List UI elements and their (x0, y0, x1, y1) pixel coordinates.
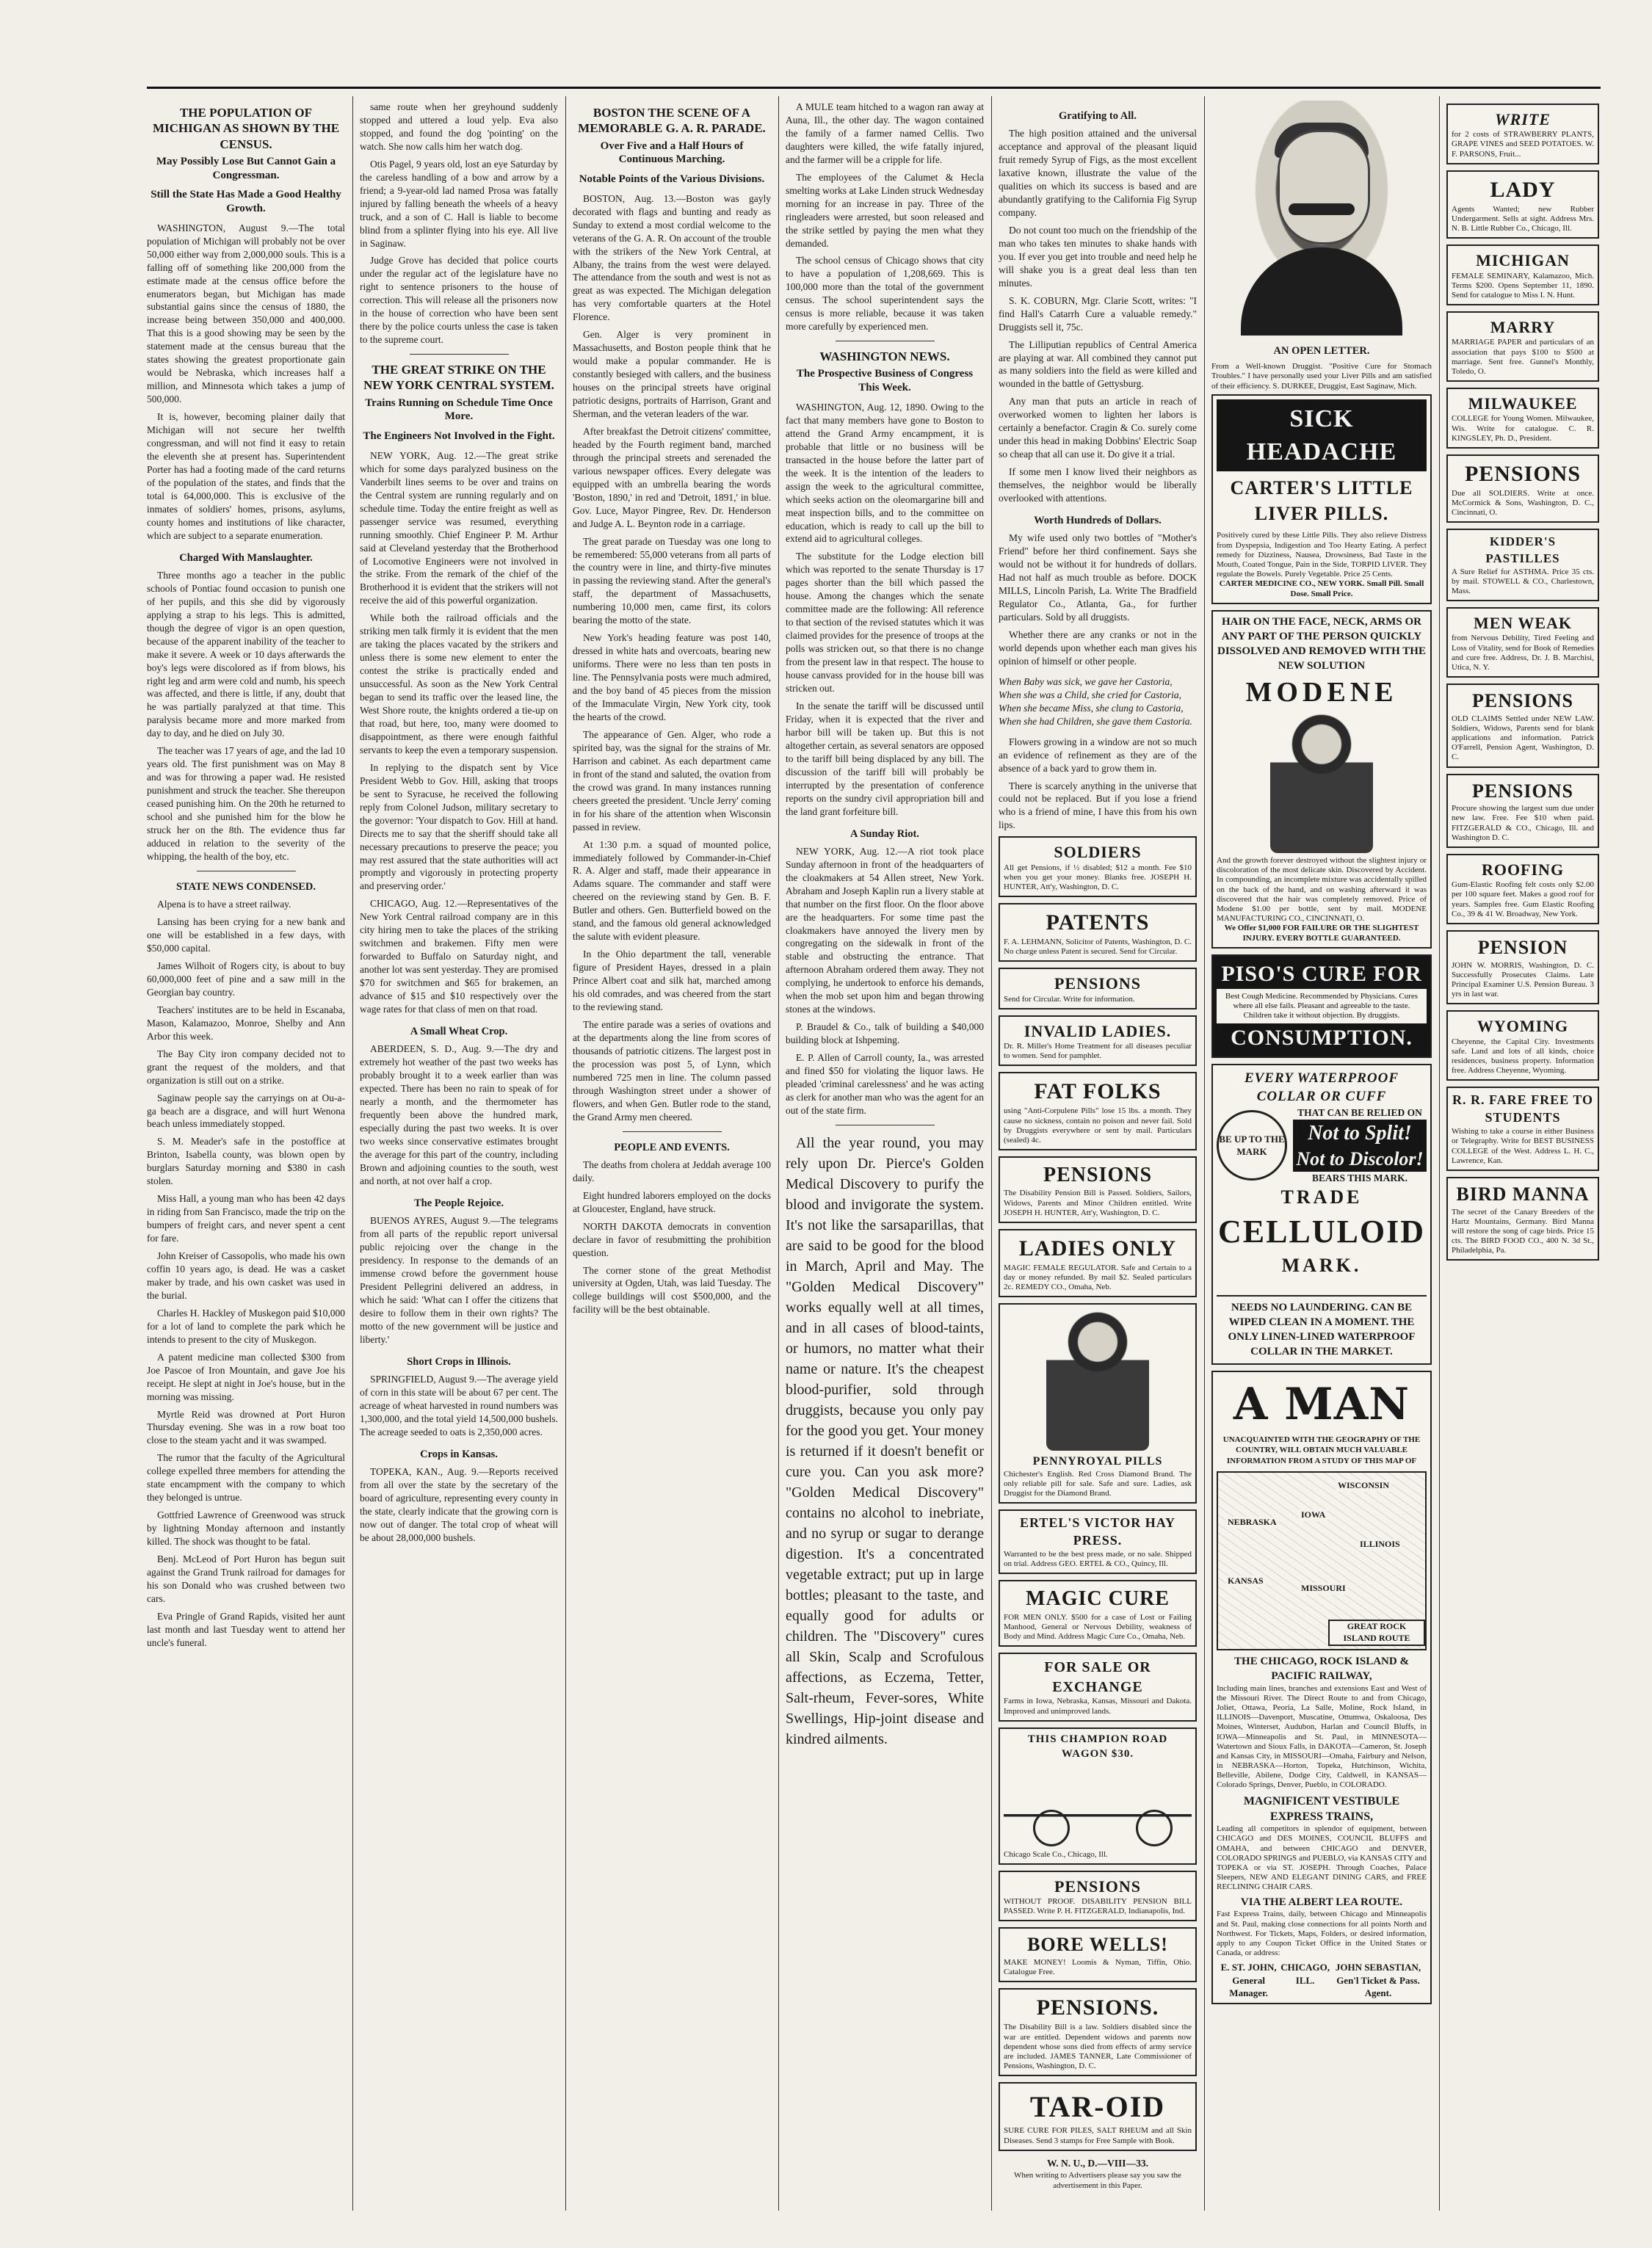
section-heading: Worth Hundreds of Dollars. (1034, 515, 1162, 527)
golden-medical-discovery-ad: All the year round, you may rely upon Dr. Pierce's Golden Medical Discovery to purify the blood and invigorate the system. It's not like the sarsaparillas, that are said to be good for the blood in March, April and May. The "Golden Medical Discovery" works equally well at all times, and in all cases of blood-taints, or humors, no matter what their name or nature. It's the cheapest blood-purifier, sold through druggists, because you only pay for the good you get. Your money is returned if it doesn't benefit or cure you. Can you ask more? "Golden Medical Discovery" contains no alcohol to inebriate, and no syrup or sugar to derange digestion. It's a concentrated vegetable extract; put up in large bottles; pleasant to the taste, and equally good for adults or children. The "Discovery" cures all Skin, Scalp and Scrofulous affections, as Eczema, Tetter, Salt-rheum, Fever-sores, White Swellings, Hip-joint disease and kindred ailments. (786, 1134, 984, 1747)
ad-tar-oid: TAR-OID SURE CURE FOR PILES, SALT RHEUM and all Skin Diseases. Send 3 stamps for Free Sample with Book. (999, 2082, 1197, 2151)
article-paragraph: In the senate the tariff will be discussed until Friday, when it is expected that the river and harbor bill will be taken up. But this is not altogether certain, as several senators are opposed to the tariff bill being displaced by any bill. The discussion of the tariff bill will probably be interrupted by the presentation of conference reports on the sundry civil appropriation bill and the land grant forfeiture bill. (786, 700, 984, 817)
news-item: Charles H. Hackley of Muskegon paid $10,000 for a lot of land to complete the park which he intends to present to the city of Muskegon. (147, 1307, 345, 1345)
ad-celluloid: EVERY WATERPROOF COLLAR OR CUFF BE UP TO THE MARK THAT CAN BE RELIED ON Not to Split! Not to Discolor! BEARS THIS MARK. TRADE CELLULOID MARK. NEEDS NO LAUNDERING. CAN BE WIPED CLEAN IN A MOMENT. THE ONLY LINEN-LINED WATERPROOF COLLAR IN THE MARKET. (1211, 1064, 1432, 1365)
map-label: WISCONSIN (1336, 1480, 1391, 1492)
newspaper-page (147, 87, 1601, 2218)
column-rule (1204, 96, 1205, 2211)
lady-engraving (1270, 714, 1373, 853)
article-paragraph: Three months ago a teacher in the public schools of Pontiac found occasion to punish one of her pupils, and this she did by vigorously applying a strap to his legs. This is admitted, though the degree of vigor is an open question, because of the apparent inability of the teacher to make it severe. A week or 10 days afterwards the boy's legs were discolored as if from blows, his right leg and arm were cold and numb, his speech was affected, and there is little, if any, doubt that he was partially paralyzed at that time. This paralysis became more and more marked from day to day, and he died on July 30. (147, 569, 345, 739)
lady-engraving (1046, 1311, 1149, 1451)
column-7 (1446, 101, 1599, 2215)
article-paragraph: The appearance of Gen. Alger, who rode a spirited bay, was the signal for the strains of Mr. Harrison and cabinet. As each department came in front of the stand and saluted, the ovation from the crowd was grand. In many instances running cheers greeted the president. 'Uncle Jerry' coming in for his share of the attention when Wisconsin passed in review. (573, 728, 771, 833)
ad-road-wagon: THIS CHAMPION ROAD WAGON $30. Chicago Scale Co., Chicago, Ill. (999, 1727, 1197, 1865)
article-paragraph: Any man that puts an article in reach of overworked women to lighten her labors is certainly a benefactor. Cragin & Co. surely come under this head in making Dobbins' Electric Soap so cheap that all can use it. Do give it a trial. (999, 396, 1197, 460)
section-heading: STATE NEWS CONDENSED. (175, 880, 316, 893)
article-paragraph: Flowers growing in a window are not so much an evidence of refinement as they are of the absence of a back yard to grow them in. (999, 736, 1197, 774)
column-3 (573, 101, 771, 2215)
ad-carters-pills: SICK HEADACHE CARTER'S LITTLE LIVER PILLS. Positively cured by these Little Pills. They also relieve Distress from Dyspepsia, Indigestion and Too Hearty Eating. A perfect remedy for Dizziness, Nausea, Drowsiness, Bad Taste in the Mouth, Coated Tongue, Pain in the Side, TORPID LIVER. They regulate the Bowels. Purely Vegetable. Price 25 Cents. CARTER MEDICINE CO., NEW YORK. Small Pill. Small Dose. Small Price. (1211, 394, 1432, 604)
ad-pensions-tanner: PENSIONS. The Disability Bill is a law. Soldiers disabled since the war are entitled. Dependent widows and parents now dependent whose sons died from effects of army service are included. JAMES TANNER, Late Commissioner of Pensions, Washington, D. C. (999, 1988, 1197, 2076)
article-paragraph: The employees of the Calumet & Hecla smelting works at Lake Linden struck Wednesday morning for an increase in pay. Three of the ringleaders were arrested, but soon released and the strike settled by paying the men what they demanded. (786, 171, 984, 249)
deck: Over Five and a Half Hours of Continuous Marching. (600, 139, 744, 166)
article-paragraph: The teacher was 17 years of age, and the lad 10 years old. The first punishment was on May 8 and was for throwing a paper wad. He resisted punishment and struck the teacher. She thereupon ceased punishing him. On the 20th he returned to school and she punished him for the blow he struck her on the 8th. The evidence thus far adduced in relation to the severity of the whipping, the health of the boy, etc. (147, 745, 345, 862)
ad-bird-manna: BIRD MANNA The secret of the Canary Breeders of the Hartz Mountains, Germany. Bird Manna will restore the song of cage birds. Price 15 cts. The BIRD FOOD CO., 400 N. 3d St., Philadelphia, Pa. (1446, 1177, 1599, 1261)
article-paragraph: In the Ohio department the tall, venerable figure of President Hayes, dressed in a plain Prince Albert coat and silk hat, marched among his old comrades, and was cheered from the start to the reviewing stand. (573, 949, 771, 1012)
article-paragraph: In replying to the dispatch sent by Vice President Webb to Gov. Hill, asking that troops be sent to Syracuse, he received the following reply from Colonel Judson, military secretary to the governor: 'Your dispatch to Gov. Hill at hand. Directs me to say that the sheriff should take all necessary precautions to preserve the peace; you may rest assured that the state authorities will act promptly and vigorously in protecting property and preserving order.' (360, 761, 558, 892)
map-label: IOWA (1299, 1509, 1327, 1521)
news-item: John Kreiser of Cassopolis, who made his own coffin 10 years ago, is dead. He was a casket maker by trade, and his own casket was used in the burial. (147, 1250, 345, 1301)
verse-line: When Baby was sick, we gave her Castoria, (999, 675, 1173, 687)
deck: The Engineers Not Involved in the Fight. (363, 430, 555, 443)
ad-milwaukee-college: MILWAUKEE COLLEGE for Young Women. Milwaukee, Wis. Write for catalogue. C. R. KINGSLEY, Ph. D., President. (1446, 388, 1599, 449)
article-paragraph: The deaths from cholera at Jeddah average 100 daily. (573, 1159, 771, 1183)
column-rule (1439, 96, 1440, 2211)
news-item: Alpena is to have a street railway. (157, 899, 291, 910)
ad-bore-wells: BORE WELLS! MAKE MONEY! Loomis & Nyman, Tiffin, Ohio. Catalogue Free. (999, 1927, 1197, 1982)
column-rule (991, 96, 992, 2211)
ad-roofing: ROOFING Gum-Elastic Roofing felt costs only $2.00 per 100 square feet. Makes a good roof for years. Samples free. Gum Elastic Roofing Co., 39 & 41 W. Broadway, New York. (1446, 854, 1599, 924)
section-heading: Gratifying to All. (1059, 110, 1137, 122)
news-item: A patent medicine man collected $300 from Joe Pascoe of Iron Mountain, and gave Joe his receipt. He slept at night in Joe's house, but in the morning was missing. (147, 1351, 345, 1402)
article-paragraph: CHICAGO, Aug. 12.—Representatives of the New York Central railroad company are in this city hiring men to take the places of the striking switchmen and brakemen. Fifty men were forwarded to Buffalo on Saturday night, and another lot was sent yesterday. They are promised $70 for switchmen and $65 for brakemen, an advance of $15 and $10 respectively over the wage rates for that class of men on that road. (360, 898, 558, 1015)
article-paragraph: same route when her greyhound suddenly stopped and uttered a loud yelp. Eva also stopped, and found the dog 'pointing' on the watch. She now calls him her watch dog. (360, 101, 558, 152)
map-label: NEBRASKA (1225, 1517, 1279, 1529)
headline-boston-parade: BOSTON THE SCENE OF A MEMORABLE G. A. R. PARADE. (578, 106, 766, 136)
wagon-engraving (1004, 1766, 1192, 1846)
news-item: Benj. McLeod of Port Huron has begun suit against the Grand Trunk railroad for damages for his son Donald who was crushed between two cars. (147, 1553, 345, 1604)
ad-rr-fare: R. R. FARE FREE TO STUDENTS Wishing to take a course in either Business or Telegraphy. Write for BEST BUSINESS COLLEGE of the West. Address L. H. C., Lawrence, Kan. (1446, 1087, 1599, 1171)
article-paragraph: If some men I know lived their neighbors as themselves, the neighbor would be liberally overlooked with attentions. (999, 466, 1197, 504)
ad-marry: MARRY MARRIAGE PAPER and particulars of an association that pays $100 to $500 at marriage. Sent free. Gunnel's Monthly, Toledo, O. (1446, 311, 1599, 382)
map-label: ILLINOIS (1358, 1539, 1402, 1551)
ad-lady-agents: LADY Agents Wanted; new Rubber Undergarment. Sells at sight. Address Mrs. N. B. Little Rubber Co., Chicago, Ill. (1446, 170, 1599, 239)
section-heading: The People Rejoice. (413, 1197, 504, 1209)
verse-line: When she became Miss, she clung to Castoria, (999, 702, 1184, 714)
celluloid-trademark: TRADE CELLULOID MARK. (1217, 1185, 1427, 1297)
ad-pisos-cure: PISO'S CURE FOR Best Cough Medicine. Recommended by Physicians. Cures where all else fails. Pleasant and agreeable to the taste. Children take it without objection. By druggists. CONSUMPTION. (1211, 954, 1432, 1058)
ad-ertel-hay-press: ERTEL'S VICTOR HAY PRESS. Warranted to be the best press made, or no sale. Shipped on trial. Address GEO. ERTEL & CO., Quincy, Ill. (999, 1509, 1197, 1574)
ad-invalid-ladies: INVALID LADIES. Dr. R. Miller's Home Treatment for all diseases peculiar to women. Send for pamphlet. (999, 1015, 1197, 1067)
deck: The Prospective Business of Congress This Week. (796, 368, 974, 394)
headline-michigan-census: THE POPULATION OF MICHIGAN AS SHOWN BY THE CENSUS. (152, 106, 340, 151)
ad-modene: HAIR ON THE FACE, NECK, ARMS OR ANY PART OF THE PERSON QUICKLY DISSOLVED AND REMOVED WITH THE NEW SOLUTION MODENE And the growth forever destroyed without the slightest injury or discoloration of the most delicate skin. Discovered by Accident. In compounding, an incomplete mixture was accidentally spilled on the back of the hand, and on washing afterward it was discovered that the hair was completely removed. Price of Modene $1.00 per bottle, sent by mail. MODENE MANUFACTURING CO., CINCINNATI, O. We Offer $1,000 FOR FAILURE OR THE SLIGHTEST INJURY. EVERY BOTTLE GUARANTEED. (1211, 610, 1432, 949)
article-paragraph: The great parade on Tuesday was one long to be remembered: 55,000 veterans from all parts of the country were in line, and thirty-five minutes in passing the reviewing stand. After the general's staff, the department of Massachusetts, numbering 10,000 men, came first, its colors bearing the motto of the state. (573, 535, 771, 626)
verse-line: When she had Children, she gave them Castoria. (999, 715, 1192, 727)
section-heading: A Sunday Riot. (850, 827, 919, 840)
ad-fat-folks: FAT FOLKS using "Anti-Corpulene Pills" lose 15 lbs. a month. They cause no sickness, contain no poison and never fail. Sold by Druggists everywhere or sent by mail. Particulars (sealed) 4c. (999, 1072, 1197, 1150)
article-paragraph: Eight hundred laborers employed on the docks at Gloucester, England, have struck. (573, 1189, 771, 1214)
map-label: GREAT ROCK ISLAND ROUTE (1328, 1620, 1425, 1646)
article-paragraph: There is scarcely anything in the universe that could not be replaced. But if you lose a friend who is a friend of mine, I have this from his own lips. (999, 780, 1197, 831)
news-item: Lansing has been crying for a new bank and one will be established in a few days, with $50,000 capital. (147, 916, 345, 954)
ad-soldiers: SOLDIERS All get Pensions, if ½ disabled; $12 a month. Fee $10 when you get your money. Blanks free. JOSEPH H. HUNTER, Att'y, Washington, D. C. (999, 836, 1197, 897)
news-item: Gottfried Lawrence of Greenwood was struck by lightning Monday afternoon and instantly killed. The shock was thought to be fatal. (147, 1509, 345, 1548)
column-6 (1211, 101, 1432, 2215)
article-paragraph: TOPEKA, KAN., Aug. 9.—Reports received from all over the state by the secretary of the board of agriculture, representing every county in the state, clearly indicate that the growing corn is now out of danger. The total crop of wheat will be about 28,000,000 bushels. (360, 1465, 558, 1543)
article-paragraph: After breakfast the Detroit citizens' committee, headed by the Fourth regiment band, marched through the principal streets and serenaded the various newspaper offices. Every delegate was equipped with an umbrella bearing the words 'Boston, 1890,' in red and 'Detroit, 1891,' in blue. Gov. Luce, Mayor Pingree, Rev. Dr. Henderson and Judge A. L. Beynton rode in a carriage. (573, 425, 771, 529)
portrait-caption: AN OPEN LETTER. (1273, 345, 1370, 357)
column-1 (147, 101, 345, 2215)
article-paragraph: NORTH DAKOTA democrats in convention declare in favor of resubmitting the prohibition question. (573, 1220, 771, 1258)
divider (410, 354, 509, 355)
news-item: Eva Pringle of Grand Rapids, visited her aunt last month and last Tuesday went to attend her uncle's funeral. (147, 1610, 345, 1648)
article-paragraph: E. P. Allen of Carroll county, Ia., was arrested and fined $50 for violating the liquor laws. He pleaded 'criminal carelessness' and he was acting as clerk for another man who was the agent for an out of the state firm. (786, 1052, 984, 1116)
article-paragraph: BUENOS AYRES, August 9.—The telegrams from all parts of the republic report universal public rejoicing over the change in the presidency. In response to the demands of an immense crowd before the government house President Pellegrini delivered an address, in which he said: 'What can I offer the citizens that desire to follow them in their own rights? The motto of the new government will be justice and liberty.' (360, 1214, 558, 1345)
map-label: KANSAS (1225, 1576, 1266, 1587)
article-paragraph: While both the railroad officials and the striking men talk firmly it is evident that the men are taking the places vacated by the strikers and unless there is some new element to enter the contest the strike is practically ended and unsuccessful. As soon as the New York Central began to send its traffic over the leased line, the West Shore route, the knights ordered a tie-up on that road, but here, too, many were doomed to disappointment, as there were enough faithful servants to keep the even a temporary suspension. (360, 612, 558, 755)
deck: Notable Points of the Various Divisions. (579, 173, 765, 185)
article-paragraph: The school census of Chicago shows that city to have a population of 1,208,669. This is 100,000 more than the total of the government census. The school superintendent says the census is more reliable, because it was taken more carefully by experienced men. (786, 255, 984, 333)
column-5 (999, 101, 1197, 2215)
article-paragraph: S. K. COBURN, Mgr. Clarie Scott, writes: "I find Hall's Catarrh Cure a valuable remedy." Druggists sell it, 75c. (999, 294, 1197, 333)
deck: Trains Running on Schedule Time Once More. (365, 396, 553, 423)
article-paragraph: Judge Grove has decided that police courts under the regular act of the legislature have no right to sentence prisoners to the house of correction. This will release all the prisoners now in the house of correction who have been sent there by the police courts unless the case is taken to the supreme court. (360, 255, 558, 346)
ad-pensions-soldiers: PENSIONS Due all SOLDIERS. Write at once. McCormick & Sons, Washington, D. C., Cincinnati, O. (1446, 454, 1599, 523)
article-paragraph: At 1:30 p.m. a squad of mounted police, immediately followed by Commander-in-Chief R. A. Alger and staff, made their appearance in Adams square. The commander and staff were cheered on the reviewing stand by Gen. B. F. Butler and others. Gen. Butterfield bowed on the stand, and the famous old general acknowledged the salute with evident pleasure. (573, 838, 771, 943)
article-paragraph: My wife used only two bottles of "Mother's Friend" before her third confinement. Says she would not be without it for hundreds of dollars. Had not half as much trouble as before. DOCK MILLS, Lincoln Parish, La. Write The Bradfield Regulator Co., Atlanta, Ga., for further particulars. Sold by all druggists. (999, 532, 1197, 623)
article-paragraph: SPRINGFIELD, August 9.—The average yield of corn in this state will be about 67 per cent. The acreage of wheat harvested in round numbers was 1,300,000, and the total yield 14,500,000 bushels. The acreage seeded to oats is 2,350,000 acres. (360, 1373, 558, 1437)
ad-wyoming: WYOMING Cheyenne, the Capital City. Investments safe. Land and lots of all kinds, choice residences, business property. Information free. Address Cheyenne, Wyoming. (1446, 1010, 1599, 1081)
article-paragraph: The entire parade was a series of ovations and at the departments along the line from scores of thousands of patriotic citizens. The largest post in the procession was post 5, of Lynn, which numbered 725 men in line. The column passed through Washington street under a shower of flowers, and when Gen. Butler rode to the stand, the Grand Army men cheered. (573, 1018, 771, 1123)
article-paragraph: New York's heading feature was post 140, dressed in white hats and overcoats, bearing new uniforms. There were no less than ten posts in line. The Pennsylvania posts were much admired, and the boy band of 45 pieces from the mission of the Immaculate Virgin, New York city, took the hearts of the crowd. (573, 632, 771, 722)
ad-pennyroyal-pills: PENNYROYAL PILLS Chichester's English. Red Cross Diamond Brand. The only reliable pill for sale. Safe and sure. Ladies, ask Druggist for the Diamond Brand. (999, 1303, 1197, 1504)
column-2 (360, 101, 558, 2215)
paper-footer: W. N. U., D.—VIII—33. (1047, 2157, 1148, 2169)
article-paragraph: Whether there are any cranks or not in the world depends upon whether each man gives his opinion of himself or other people. (999, 628, 1197, 667)
railway-map (1217, 1471, 1427, 1650)
section-heading: A Small Wheat Crop. (410, 1025, 508, 1037)
article-paragraph: Do not count too much on the friendship of the man who takes ten minutes to shake hands with you. If ever you get into trouble and need help he will shake you is a great deal less than ten minutes. (999, 224, 1197, 289)
portrait-text: From a Well-known Druggist. "Positive Cure for Stomach Troubles." I have personally used your Liver Pills and am satisfied of their efficiency. S. DURKEE, Druggist, East Saginaw, Mich. (1211, 362, 1432, 391)
news-item: The Bay City iron company decided not to grant the request of the molders, and that organization is still out on a strike. (147, 1048, 345, 1086)
article-paragraph: The high position attained and the universal acceptance and approval of the pleasant liquid fruit remedy Syrup of Figs, as the most excellent laxative known, illustrate the value of the qualities on which its success is based and are abundantly gratifying to the California Fig Syrup company. (999, 128, 1197, 218)
ad-ladies-only: LADIES ONLY MAGIC FEMALE REGULATOR. Safe and Certain to a day or money refunded. By mail $2. Sealed particulars 2c. REMEDY CO., Omaha, Neb. (999, 1229, 1197, 1297)
deck: May Possibly Lose But Cannot Gain a Congressman. (156, 155, 336, 181)
article-paragraph: WASHINGTON, August 9.—The total population of Michigan will probably not be over 50,000 either way from 2,000,000 souls. This is a falling off of something like 200,000 from the estimate made at the census office before the enumerators began, but Michigan has made substantial gains since the census of 1880, the increase being between 350,000 and 400,000. That this is a good showing may be seen by the statement made at the census bureau that the states showing the greatest proportionate gain would be Nebraska, which increases half a million, and Minnesota which takes a jump of 500,000. (147, 222, 345, 405)
article-paragraph: P. Braudel & Co., talk of building a $40,000 building block at Ishpeming. (786, 1021, 984, 1046)
verse-line: When she was a Child, she cried for Castoria, (999, 689, 1181, 700)
section-heading: Crops in Kansas. (420, 1448, 498, 1460)
up-to-the-mark-badge: BE UP TO THE MARK (1217, 1110, 1287, 1181)
news-item: James Wilhoit of Rogers city, is about to buy 60,000,000 feet of pine and a saw mill in the Georgian bay country. (147, 960, 345, 998)
ad-pensions: PENSIONS Send for Circular. Write for information. (999, 968, 1197, 1009)
headline-washington-news: WASHINGTON NEWS. (819, 349, 950, 364)
ad-patents: PATENTS F. A. LEHMANN, Solicitor of Patents, Washington, D. C. No charge unless Patent is secured. Send for Circular. (999, 903, 1197, 962)
paper-footer-note: When writing to Advertisers please say you saw the advertisement in this Paper. (1014, 2170, 1181, 2191)
news-item: The rumor that the faculty of the Agricultural college expelled three members for attending the state encampment with the company to which they belonged is untrue. (147, 1452, 345, 1504)
article-paragraph: NEW YORK, Aug. 12.—A riot took place Sunday afternoon in front of the headquarters of the cloakmakers at 54 Allen street, New York. Abraham and Joseph Kaplin run a livery stable at that number on the first floor. On the floor above are the headquarters. For some time past the cloakmakers have annoyed the livery men by congregating on the sidewalk in front of the stable and obstructing the entrance. That afternoon Abraham ordered them away. They not complying, he undertook to enforce his demands, when the mob set upon him and began throwing stones at the windows. (786, 845, 984, 1015)
news-item: Saginaw people say the carryings on at Ou-a-ga beach are a disgrace, and will hurt Wenona beach unless immediately stopped. (147, 1092, 345, 1130)
ad-men-weak: MEN WEAK from Nervous Debility, Tired Feeling and Loss of Vitality, send for Book of Remedies and cure free. Address, Dr. J. B. Marchisi, Utica, N. Y. (1446, 607, 1599, 678)
section-heading: Charged With Manslaughter. (179, 551, 313, 564)
column-4 (786, 101, 984, 2215)
ad-for-sale: FOR SALE OR EXCHANGE Farms in Iowa, Nebraska, Kansas, Missouri and Dakota. Improved and unimproved lands. (999, 1653, 1197, 1722)
divider (623, 1131, 722, 1132)
news-item: Miss Hall, a young man who has been 42 days in riding from San Francisco, made the trip on the bumpers of freight cars, and never spent a cent for fare. (147, 1193, 345, 1244)
ad-pensions-without-proof: PENSIONS WITHOUT PROOF. DISABILITY PENSION BILL PASSED. Write P. H. FITZGERALD, Indianapolis, Ind. (999, 1871, 1197, 1922)
ad-pensions-old-claims: PENSIONS OLD CLAIMS Settled under NEW LAW. Soldiers, Widows, Parents send for blank applications and information. Patrick O'Farrell, Pension Agent, Washington, D. C. (1446, 684, 1599, 768)
news-item: S. M. Meader's safe in the postoffice at Brinton, Isabella county, was blown open by burglars Saturday morning and $380 in cash stolen. (147, 1136, 345, 1187)
news-item: Teachers' institutes are to be held in Escanaba, Mason, Kalamazoo, Monroe, Shelby and Ann Arbor this week. (147, 1004, 345, 1042)
ad-kidders-pastilles: KIDDER'S PASTILLES A Sure Relief for ASTHMA. Price 35 cts. by mail. STOWELL & CO., Charlestown, Mass. (1446, 529, 1599, 601)
castoria-verse (999, 675, 1197, 728)
article-paragraph: NEW YORK, Aug. 12.—The great strike which for some days paralyzed business on the Vanderbilt lines seems to be over and trains on the Central system are running regularly and on schedule time. Today the entire freight as well as passenger service was resumed, everything running smoothly. Chief Engineer P. M. Arthur said at Cleveland yesterday that the Brotherhood of Locomotive Engineers were not involved in the strike. From the remark of the chief of the Brotherhood it is evident that the strikers will not receive the aid of this powerful organization. (360, 449, 558, 606)
article-paragraph: It is, however, becoming plainer daily that Michigan will not secure her twelfth congressman, and will not find it easy to retain the eleventh she at present has. Superintendent Porter has had a footing made of the card returns of the population of the states, and finds that the total is 64,000,000. This is exclusive of the inmates of soldiers' homes, prisons, asylums, county homes and institutions of like character, which are subject to a separate enumeration. (147, 411, 345, 541)
deck: Still the State Has Made a Good Healthy Growth. (151, 189, 341, 214)
article-paragraph: Otis Pagel, 9 years old, lost an eye Saturday by the careless handling of a bow and arrow by a friend; a 9-year-old lad named Prosa was fatally injured by falling beneath the wheels of a heavy truck, and a son of C. Hall is liable to become blind from a splinter flying into his eye. All live in Saginaw. (360, 158, 558, 249)
ad-write: WRITE for 2 costs of STRAWBERRY PLANTS, GRAPE VINES and SEED POTATOES. W. F. PARSONS, Fruit... (1446, 104, 1599, 164)
article-paragraph: Gen. Alger is very prominent in Massachusetts, and Boston people think that he would make a popular commander. He is constantly besieged with callers, and the business houses on the principal streets have original patriotic designs, portraits of Harrison, Grant and Sherman, and the veteran leaders of the war. (573, 329, 771, 419)
ad-michigan-seminary: MICHIGAN FEMALE SEMINARY, Kalamazoo, Mich. Terms $200. Opens September 11, 1890. Send for catalogue to Miss I. N. Hunt. (1446, 244, 1599, 305)
article-paragraph: The substitute for the Lodge election bill which was reported to the senate Thursday is 17 pages shorter than the bill which passed the house. Among the changes which the senate committee made are the following: All reference to that section of the revised statutes which it was claimed provides for the presence of troops at the polls was stricken out, so that there is no change from the present law in that respect. The house to house canvass provided for in the house bill was stricken out. (786, 551, 984, 694)
article-paragraph: The Lilliputian republics of Central America are playing at war. All combined they cannot put as many soldiers into the field as were killed and wounded in the battle of Gettysburg. (999, 338, 1197, 390)
article-paragraph: A MULE team hitched to a wagon ran away at Auna, Ill., the other day. The wagon contained the family of a farmer named Cellis. Two daughters were killed, the wife fatally injured, and the farmer will be a cripple for life. (786, 101, 984, 165)
section-heading: PEOPLE AND EVENTS. (614, 1141, 730, 1153)
ad-magic-cure: MAGIC CURE FOR MEN ONLY. $500 for a case of Lost or Failing Manhood, General or Nervous Debility, weakness of Body and Mind. Address Magic Cure Co., Omaha, Neb. (999, 1580, 1197, 1647)
ad-pensions-bill: PENSIONS The Disability Pension Bill is Passed. Soldiers, Sailors, Widows, Parents and Minor Children entitled. Write JOSEPH H. HUNTER, Att'y, Washington, D. C. (999, 1156, 1197, 1223)
article-paragraph: The corner stone of the great Methodist university at Ogden, Utah, was laid Tuesday. The college buildings will cost $500,000, and the facility will be the best obtainable. (573, 1264, 771, 1316)
ad-rock-island: A MAN UNACQUAINTED WITH THE GEOGRAPHY OF THE COUNTRY, WILL OBTAIN MUCH VALUABLE INFORMATION FROM A STUDY OF THIS MAP OF WISCONSIN NEBRASKA IOWA ILLINOIS KANSAS MISSOURI GREAT ROCK ISLAND ROUTE THE CHICAGO, ROCK ISLAND & PACIFIC RAILWAY, Including main lines, branches and extensions East and West of the Missouri River. The Direct Route to and from Chicago, Joliet, Ottawa, Peoria, La Salle, Moline, Rock Island, in ILLINOIS—Davenport, Muscatine, Ottumwa, Oskaloosa, Des Moines, Winterset, Audubon, Harlan and Council Bluffs, in IOWA—Minneapolis and St. Paul, in MINNESOTA—Watertown and Sioux Falls, in DAKOTA—Cameron, St. Joseph and Kansas City, in MISSOURI—Omaha, Fairbury and Nelson, in NEBRASKA—Horton, Topeka, Hutchinson, Wichita, Belleville, Abilene, Dodge City, Caldwell, in KANSAS—Colorado Springs, Denver, Pueblo, in COLORADO. MAGNIFICENT VESTIBULE EXPRESS TRAINS, Leading all competitors in splendor of equipment, between CHICAGO and DES MOINES, COUNCIL BLUFFS and OMAHA, and between CHICAGO and DENVER, COLORADO SPRINGS and PUEBLO, via KANSAS CITY and TOPEKA or via ST. JOSEPH. Through Coaches, Palace Sleepers, NEW AND ELEGANT DINING CARS, and FREE RECLINING CHAIR CARS. VIA THE ALBERT LEA ROUTE. Fast Express Trains, daily, between Chicago and Minneapolis and St. Paul, making close connections for all points North and Northwest. For Tickets, Maps, Folders, or desired information, apply to any Coupon Ticket Office in the United States or Canada, or address: E. ST. JOHN, General Manager. CHICAGO, ILL. JOHN SEBASTIAN, Gen'l Ticket & Pass. Agent. (1211, 1371, 1432, 2004)
article-paragraph: BOSTON, Aug. 13.—Boston was gayly decorated with flags and bunting and ready as Sunday to extend a most cordial welcome to the veterans of the G. A. R. On account of the trouble with the strikers of the New York Central, at Albany, the trains from the west were delayed. The attendance from the south and west is not as great as was expected. The Michigan delegation has very comfortable quarters at the Hotel Florence. (573, 192, 771, 323)
portrait-engraving (1219, 101, 1424, 336)
map-label: MISSOURI (1299, 1583, 1348, 1595)
ad-pension-morris: PENSION JOHN W. MORRIS, Washington, D. C. Successfully Prosecutes Claims. Late Principal Examiner U.S. Pension Bureau. 3 yrs in last war. (1446, 930, 1599, 1004)
article-paragraph: ABERDEEN, S. D., Aug. 9.—The dry and extremely hot weather of the past two weeks has probably brought it to a week earlier than was expected. There has been no rain to speak of for nearly a month, and the thermometer has frequently been above the hundred mark, especially during the past two weeks. It is over two weeks since conservative estimates brought the average for this part of the country, including Brown and adjoining counties to the south, west and north, at not over half a crop. (360, 1043, 558, 1186)
column-rule (565, 96, 566, 2211)
news-item: Myrtle Reid was drowned at Port Huron Thursday evening. She was in a row boat too close to the steam yacht and it was swamped. (147, 1408, 345, 1446)
section-heading: Short Crops in Illinois. (407, 1355, 511, 1368)
column-rule (778, 96, 779, 2211)
column-rule (352, 96, 353, 2211)
article-paragraph: WASHINGTON, Aug. 12, 1890. Owing to the fact that many members have gone to Boston to attend the Grand Army encampment, it is probable that little or no business will be transacted in the house before the latter part of the week. It is the intention of the leaders to assign the week to the agricultural committee, which seeks action on the oleomargarine bill and meat inspection bills, and to the committee on education, which is ready to call up the bill to extend aid to agricultural colleges. (786, 401, 984, 545)
headline-great-strike: THE GREAT STRIKE ON THE NEW YORK CENTRAL SYSTEM. (363, 363, 554, 393)
ad-pensions-fitzgerald: PENSIONS Procure showing the largest sum due under new law. Free. Fee $10 when paid. FITZGERALD & CO., Chicago, Ill. and Washington D. C. (1446, 774, 1599, 848)
